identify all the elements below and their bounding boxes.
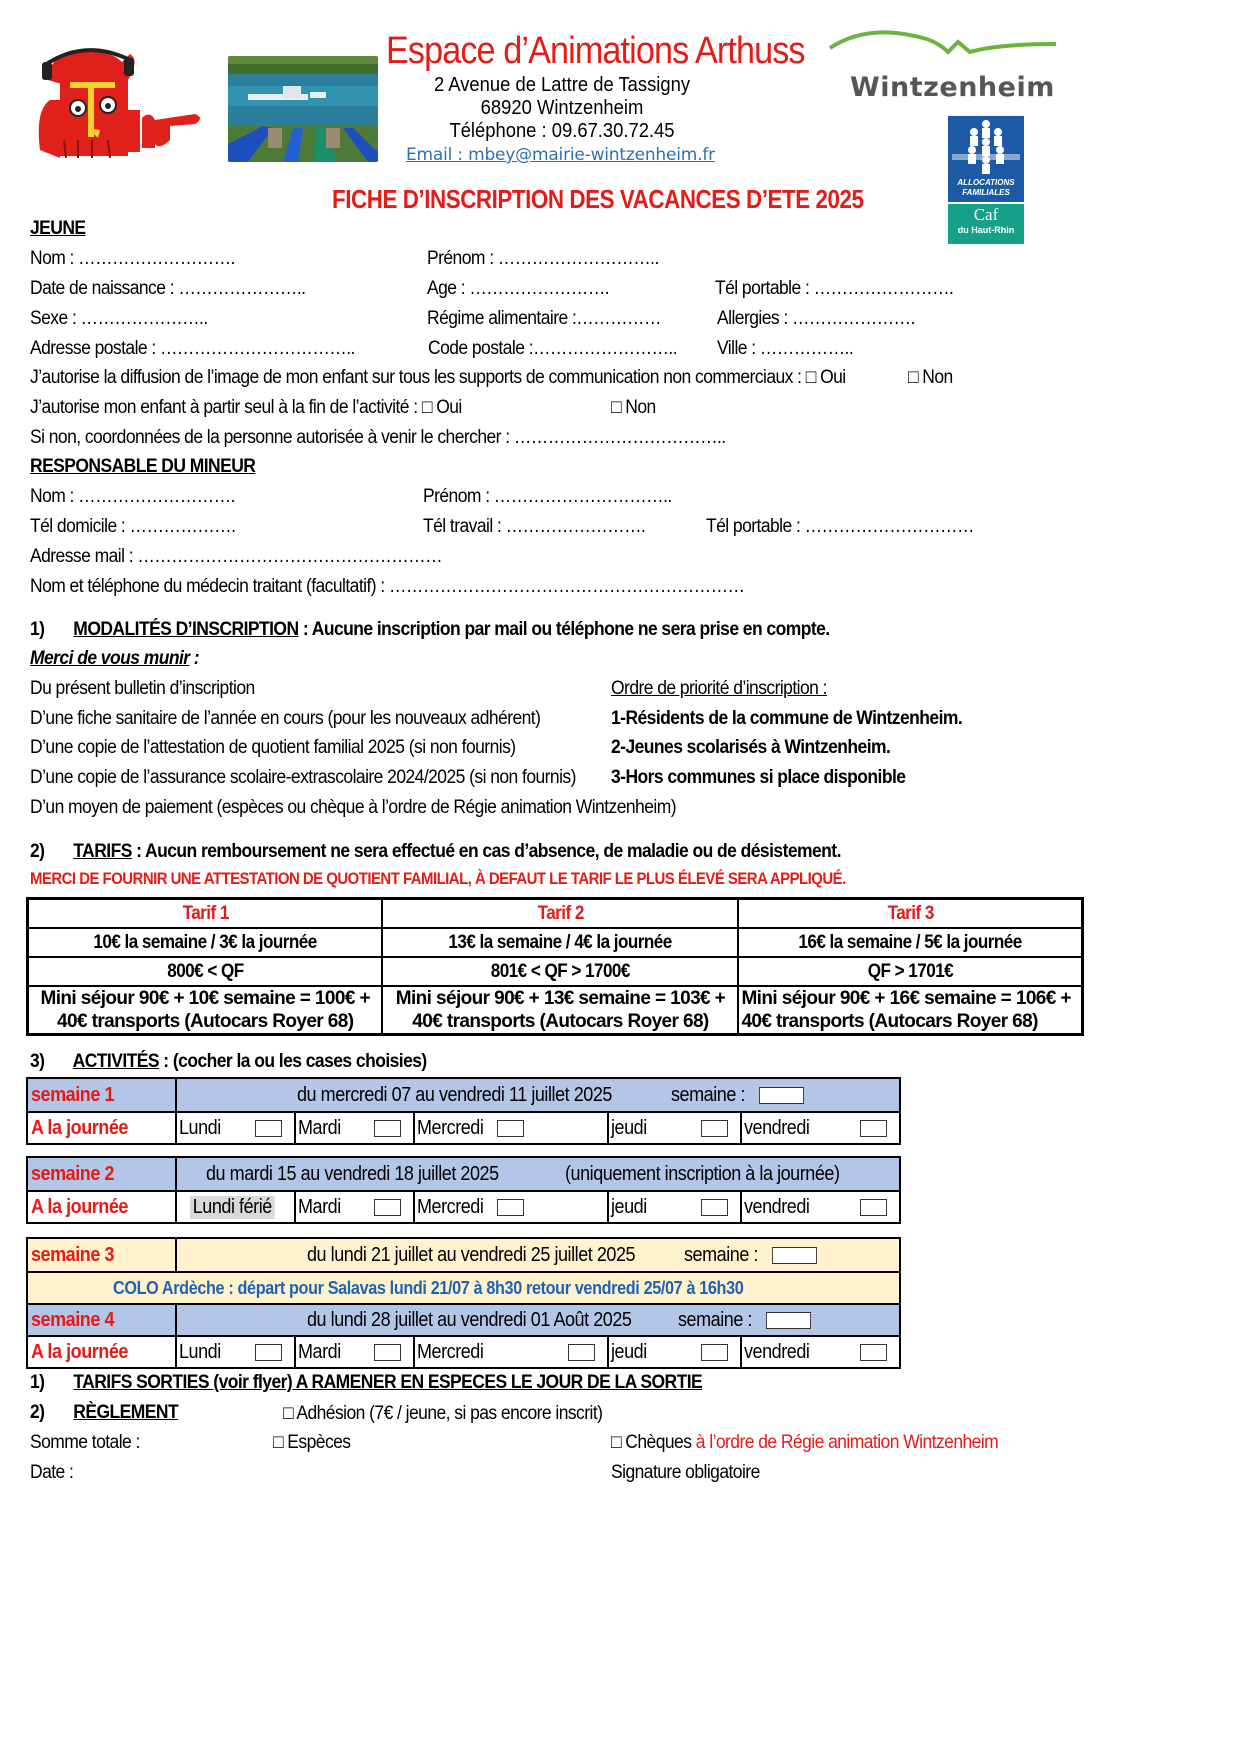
field-sexe[interactable]: Sexe : ………………….. (30, 308, 208, 329)
caf-allocations-text: ALLOCATIONS (957, 178, 1015, 187)
tarif-cell: Mini séjour 90€ + 10€ semaine = 100€ + 40€ transports (Autocars Royer 68) (28, 986, 383, 1035)
tarif-qf-row (28, 957, 1083, 986)
date-field[interactable]: Date : (30, 1462, 74, 1483)
munir-label: Merci de vous munir (30, 648, 190, 669)
modalites-note: : Aucune inscription par mail ou téléphone ne sera prise en compte. (298, 619, 830, 640)
tarif-price-row (28, 928, 1083, 957)
field-age[interactable]: Age : ……………………. (427, 278, 610, 299)
wintzenheim-wave-icon (828, 28, 1058, 78)
caf-region: du Haut-Rhin (957, 225, 1015, 235)
tarif-header-2: Tarif 2 (382, 899, 738, 928)
tarif-cell: Mini séjour 90€ + 16€ semaine = 106€ + 40€ transports (Autocars Royer 68) (738, 986, 1082, 1035)
field-code-postal[interactable]: Code postale :…………………….. (428, 338, 678, 359)
section-title-responsable: RESPONSABLE DU MINEUR (30, 456, 256, 477)
image-rights-non-checkbox[interactable]: □ Non (908, 367, 953, 388)
week-2-note: (uniquement inscription à la journée) (565, 1162, 840, 1185)
week-4-header-row (28, 1303, 899, 1335)
field-date-naissance[interactable]: Date de naissance : ………………….. (30, 278, 306, 299)
week-2-dates: du mardi 15 au vendredi 18 juillet 2025 (uniquement inscription à la journée) (175, 1158, 899, 1190)
checkbox-mardi[interactable] (374, 1344, 401, 1361)
list-item-paiement: D’un moyen de paiement (espèces ou chèque à l’ordre de Régie animation Wintzenheim) (30, 797, 677, 818)
day-vendredi: vendredi (740, 1192, 899, 1222)
week-3-dates: du lundi 21 juillet au vendredi 25 juillet 2025 semaine : (175, 1239, 899, 1271)
priority-title: Ordre de priorité d’inscription : (611, 678, 827, 699)
checkbox-mercredi[interactable] (497, 1120, 524, 1137)
priority-item-3: 3-Hors communes si place disponible (611, 767, 906, 788)
checkbox-jeudi[interactable] (701, 1344, 728, 1361)
tarif-header-row (28, 899, 1083, 928)
week-1-header-row (28, 1079, 899, 1111)
day-jeudi: jeudi (607, 1113, 740, 1143)
field-jeune-prenom[interactable]: Prénom : ……………………….. (427, 248, 659, 269)
day-mardi: Mardi (294, 1113, 413, 1143)
tarif-header-3: Tarif 3 (738, 899, 1082, 928)
week-4-dates: du lundi 28 juillet au vendredi 01 Août 2025 semaine : (175, 1305, 899, 1335)
colo-row (28, 1271, 899, 1303)
list-item-fiche-sanitaire: D’une fiche sanitaire de l’année en cours (pour les nouveaux adhérent) (30, 708, 541, 729)
checkbox-vendredi[interactable] (860, 1344, 887, 1361)
lundi-ferie-label: Lundi férié (190, 1196, 275, 1219)
day-label: A la journée (31, 1340, 128, 1363)
quotient-warning: MERCI DE FOURNIR UNE ATTESTATION DE QUOTIENT FAMILIAL, À DEFAUT LE TARIF LE PLUS ÉLEVÉ SERA APPLIQUÉ. (30, 869, 846, 888)
tarif-cell: 800€ < QF (28, 957, 383, 986)
tarifs-heading (30, 841, 841, 863)
day-mercredi: Mercredi (413, 1192, 607, 1222)
day-lundi: Lundi (175, 1113, 294, 1143)
week-4-label: semaine 4 (31, 1308, 115, 1331)
address-line-1: 2 Avenue de Lattre de Tassigny (433, 74, 691, 96)
day-jeudi: jeudi (607, 1192, 740, 1222)
section-title-jeune: JEUNE (30, 218, 86, 239)
tarif-cell: QF > 1701€ (738, 957, 1082, 986)
image-rights-oui-checkbox[interactable]: J’autorise la diffusion de l’image de mon enfant sur tous les supports de communication non commerciaux : □ Oui (30, 367, 846, 388)
document-title: FICHE D’INSCRIPTION DES VACANCES D’ETE 2025 (332, 184, 864, 214)
leave-alone-oui-checkbox[interactable]: J’autorise mon enfant à partir seul à la fin de l’activité : □ Oui (30, 397, 462, 418)
week-3-full-checkbox[interactable] (772, 1247, 817, 1264)
list-item-quotient: D’une copie de l’attestation de quotient familial 2025 (si non fournis) (30, 737, 516, 758)
modalites-heading (30, 619, 830, 641)
week-2-header-row (28, 1158, 899, 1190)
field-tel-travail[interactable]: Tél travail : ……………………. (423, 516, 646, 537)
day-mercredi: Mercredi (413, 1113, 607, 1143)
tarif-cell: 16€ la semaine / 5€ la journée (738, 928, 1082, 957)
day-mercredi: Mercredi (413, 1337, 607, 1367)
caf-family-icon (948, 116, 1024, 178)
day-jeudi: jeudi (607, 1337, 740, 1367)
caf-familiales-text: FAMILIALES (962, 188, 1010, 197)
munir-heading (30, 648, 199, 670)
section-title-reglement: RÈGLEMENT (73, 1402, 179, 1423)
organization-name: Espace d’Animations Arthuss (386, 30, 805, 72)
cheques-checkbox[interactable] (611, 1432, 998, 1454)
caf-wordmark: Caf (973, 205, 999, 224)
checkbox-mardi[interactable] (374, 1120, 401, 1137)
field-medecin[interactable]: Nom et téléphone du médecin traitant (facultatif) : ……………………………………………………… (30, 576, 745, 597)
field-allergies[interactable]: Allergies : …………………. (717, 308, 915, 329)
week-4-days-row (28, 1335, 899, 1367)
list-item-bulletin: Du présent bulletin d’inscription (30, 678, 255, 699)
week-2-label: semaine 2 (31, 1162, 115, 1185)
checkbox-jeudi[interactable] (701, 1199, 728, 1216)
tarif-table (26, 897, 1084, 1036)
week-1-label: semaine 1 (31, 1083, 115, 1106)
week-1-full-checkbox[interactable] (759, 1087, 804, 1104)
address-line-2: 68920 Wintzenheim (480, 97, 644, 119)
week-1-dates: du mercredi 07 au vendredi 11 juillet 2025 semaine : (175, 1079, 899, 1111)
checkbox-mercredi[interactable] (568, 1344, 595, 1361)
checkbox-mercredi[interactable] (497, 1199, 524, 1216)
week-2-table (26, 1156, 901, 1224)
phone-number: Téléphone : 09.67.30.72.45 (449, 120, 675, 142)
priority-item-1: 1-Résidents de la commune de Wintzenheim. (611, 708, 963, 729)
week-1-table (26, 1077, 901, 1145)
tarif-header-1: Tarif 1 (28, 899, 383, 928)
email-link[interactable]: Email : mbey@mairie-wintzenheim.fr (406, 145, 715, 165)
day-lundi-ferie (175, 1192, 294, 1222)
field-jeune-tel-portable[interactable]: Tél portable : ……………………. (715, 278, 954, 299)
tarifs-note: : Aucun remboursement ne sera effectué en cas d’absence, de maladie ou de désistement. (131, 841, 841, 862)
field-resp-nom[interactable]: Nom : ………………………. (30, 486, 235, 507)
wintzenheim-wordmark: Wintzenheim (850, 72, 1055, 103)
field-jeune-nom[interactable]: Nom : ………………………. (30, 248, 235, 269)
tarif-cell: 10€ la semaine / 3€ la journée (28, 928, 383, 957)
list-item-assurance: D’une copie de l’assurance scolaire-extrascolaire 2024/2025 (si non fournis) (30, 767, 576, 788)
tarif-cell: 13€ la semaine / 4€ la journée (382, 928, 738, 957)
day-mardi: Mardi (294, 1192, 413, 1222)
checkbox-jeudi[interactable] (701, 1120, 728, 1137)
sorties-text: TARIFS SORTIES (voir flyer) A RAMENER EN ESPECES LE JOUR DE LA SORTIE (73, 1372, 703, 1393)
day-lundi: Lundi (175, 1337, 294, 1367)
week-1-days-row (28, 1111, 899, 1143)
section-number: 1) (30, 1372, 45, 1393)
field-adresse-mail[interactable]: Adresse mail : ……………………………………………… (30, 546, 443, 567)
munir-colon: : (189, 648, 200, 669)
semaine-box-label: semaine : (677, 1308, 752, 1331)
checkbox-mardi[interactable] (374, 1199, 401, 1216)
reglement-heading (30, 1402, 178, 1424)
field-tel-domicile[interactable]: Tél domicile : ………………. (30, 516, 236, 537)
section-number: 2) (30, 1402, 45, 1423)
day-mardi: Mardi (294, 1337, 413, 1367)
cheques-order-note: à l’ordre de Régie animation Wintzenheim (695, 1432, 999, 1453)
sorties-heading (30, 1372, 702, 1394)
section-title-modalites: MODALITÉS D’INSCRIPTION (73, 619, 299, 640)
field-resp-tel-portable[interactable]: Tél portable : ………………………… (706, 516, 974, 537)
arthuss-logo (30, 40, 205, 165)
tarif-cell: Mini séjour 90€ + 13€ semaine = 103€ + 40€ transports (Autocars Royer 68) (382, 986, 738, 1035)
semaine-box-label: semaine : (670, 1083, 745, 1106)
leave-alone-non-checkbox[interactable]: □ Non (611, 397, 656, 418)
activites-heading (30, 1051, 427, 1073)
checkbox-lundi[interactable] (255, 1344, 282, 1361)
week-3-label: semaine 3 (31, 1243, 115, 1266)
day-label: A la journée (31, 1195, 128, 1218)
week-3-header-row (28, 1239, 899, 1271)
signature-field[interactable]: Signature obligatoire (611, 1462, 760, 1483)
field-adresse-postale[interactable]: Adresse postale : …………………………….. (30, 338, 355, 359)
field-regime-alimentaire[interactable]: Régime alimentaire :…………… (427, 308, 661, 329)
somme-totale-field[interactable]: Somme totale : (30, 1432, 140, 1453)
semaine-box-label: semaine : (683, 1243, 758, 1266)
priority-item-2: 2-Jeunes scolarisés à Wintzenheim. (611, 737, 891, 758)
arthuss-mascot-icon (30, 40, 205, 165)
checkbox-vendredi[interactable] (860, 1120, 887, 1137)
week-3-4-table (26, 1237, 901, 1369)
section-number: 3) (30, 1051, 45, 1072)
checkbox-vendredi[interactable] (860, 1199, 887, 1216)
day-vendredi: vendredi (740, 1337, 899, 1367)
tarif-mini-sejour-row (28, 986, 1083, 1035)
section-number: 1) (30, 619, 45, 640)
day-label: A la journée (31, 1116, 128, 1139)
lake-aqua-park-photo (228, 56, 378, 162)
adhesion-checkbox[interactable]: □ Adhésion (7€ / jeune, si pas encore inscrit) (283, 1403, 603, 1424)
week-2-days-row (28, 1190, 899, 1222)
day-vendredi: vendredi (740, 1113, 899, 1143)
checkbox-lundi[interactable] (255, 1120, 282, 1137)
field-ville[interactable]: Ville : …………….. (717, 338, 854, 359)
section-number: 2) (30, 841, 45, 862)
activites-note: : (cocher la ou les cases choisies) (159, 1051, 427, 1072)
caf-logo (948, 116, 1024, 244)
section-title-activites: ACTIVITÉS (72, 1051, 160, 1072)
especes-checkbox[interactable]: □ Espèces (273, 1432, 351, 1453)
colo-ardeche-info: COLO Ardèche : départ pour Salavas lundi 21/07 à 8h30 retour vendredi 25/07 à 16h30 (113, 1277, 744, 1298)
cheques-label: □ Chèques (611, 1432, 696, 1453)
section-title-tarifs: TARIFS (73, 841, 132, 862)
field-authorized-person[interactable]: Si non, coordonnées de la personne autorisée à venir le chercher : ……………………………….. (30, 427, 726, 448)
field-resp-prenom[interactable]: Prénom : ………………………….. (423, 486, 672, 507)
tarif-cell: 801€ < QF > 1700€ (382, 957, 738, 986)
week-4-full-checkbox[interactable] (766, 1312, 811, 1329)
